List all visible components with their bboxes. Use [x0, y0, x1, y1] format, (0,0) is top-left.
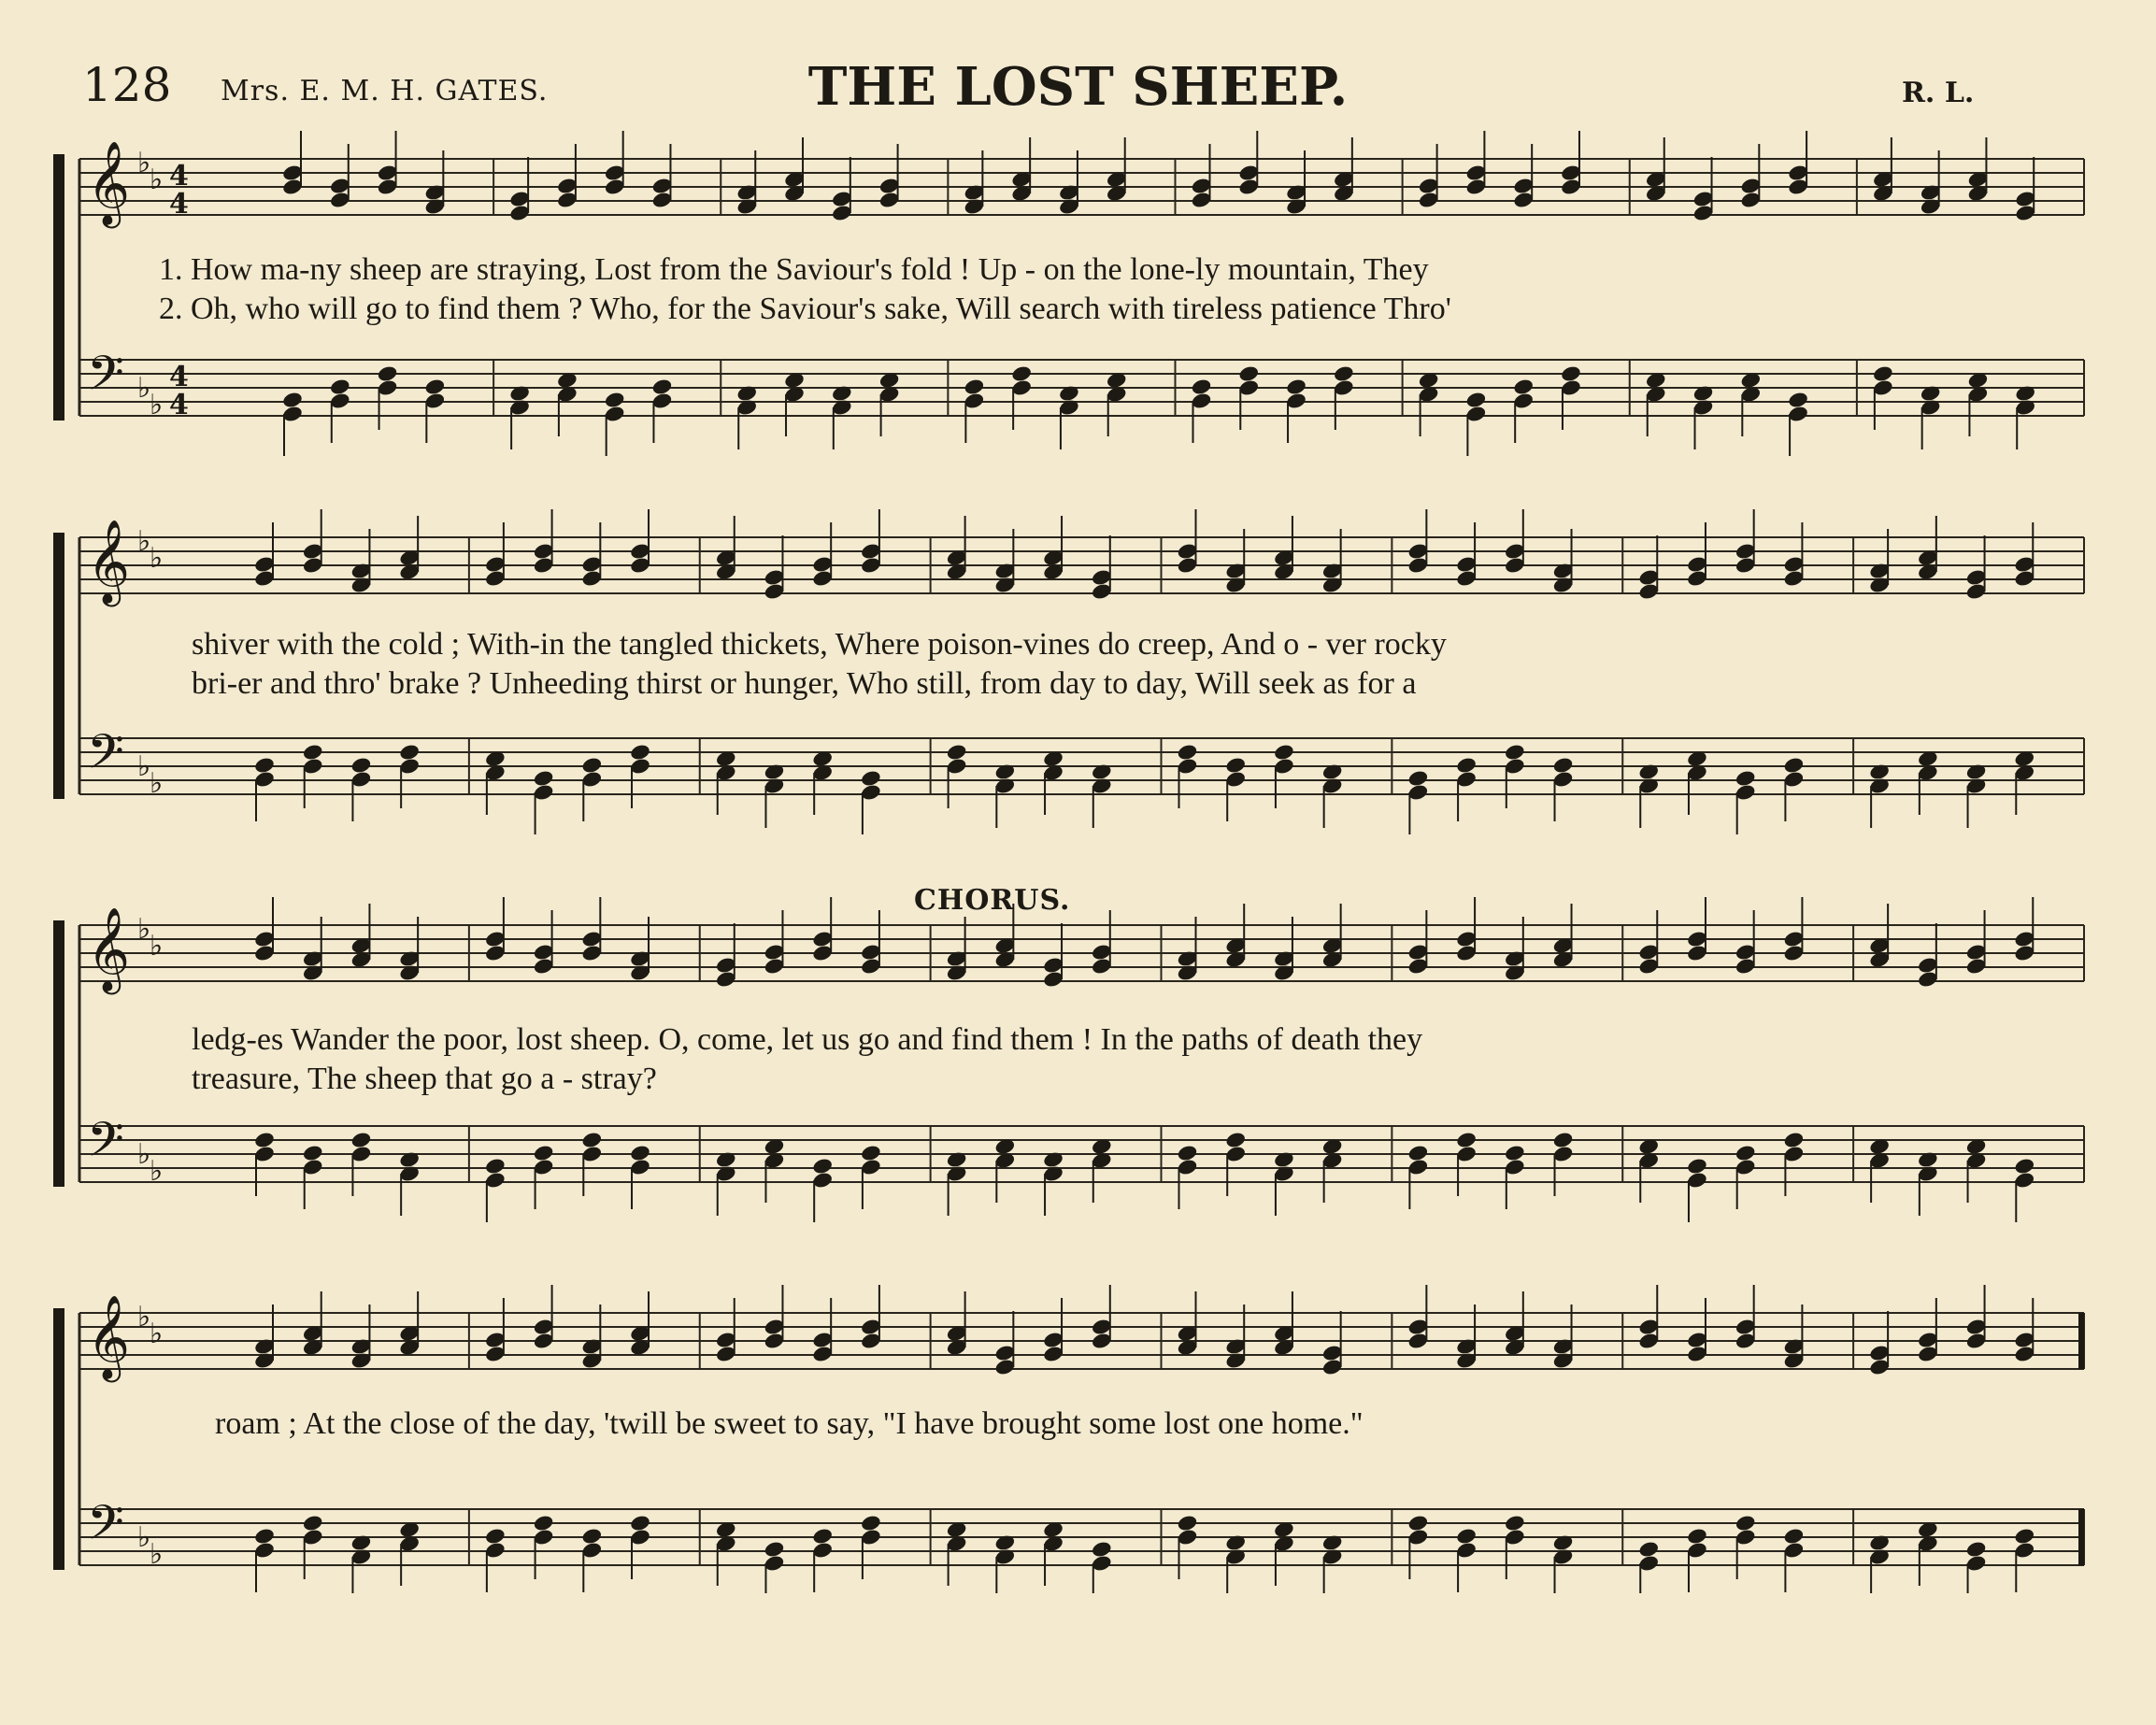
music-system-2 [51, 509, 2098, 836]
note-head [1504, 1144, 1526, 1162]
bass-clef-icon: 𝄢 [87, 345, 124, 413]
system-bracket [53, 154, 64, 421]
note-head [1455, 1131, 1478, 1149]
note-head [302, 1144, 324, 1162]
note-head [1273, 743, 1295, 762]
note-head [811, 1527, 834, 1546]
note-head [1191, 378, 1213, 396]
note-head [604, 391, 626, 409]
note-head [1512, 378, 1535, 396]
note-head [329, 378, 351, 396]
note-head [1455, 756, 1478, 775]
note-head [1686, 1157, 1708, 1176]
note-head [1560, 364, 1582, 383]
note-head [1686, 1527, 1708, 1546]
treble-clef-icon: 𝄞 [87, 907, 131, 991]
note-head [581, 1527, 604, 1546]
flat-icon: ♭ [150, 542, 164, 575]
note-head [350, 756, 373, 775]
note-head [651, 378, 674, 396]
bass-clef-icon: 𝄢 [87, 723, 124, 791]
flat-icon: ♭ [150, 1538, 164, 1571]
note-head [484, 1527, 507, 1546]
note-head [350, 1131, 373, 1149]
note-head [1177, 743, 1199, 762]
note-head [2013, 1527, 2035, 1546]
note-head [860, 1144, 882, 1162]
flat-icon: ♭ [150, 930, 164, 962]
note-head [1735, 769, 1757, 788]
note-head [253, 756, 276, 775]
treble-clef-icon: 𝄞 [87, 520, 131, 604]
note-head [1552, 1131, 1575, 1149]
system-bracket [53, 1308, 64, 1570]
note-head [964, 378, 986, 396]
flat-icon: ♭ [150, 1155, 164, 1188]
note-head [1552, 756, 1575, 775]
note-head [1735, 1514, 1757, 1533]
note-head [281, 391, 304, 409]
note-head [1407, 769, 1430, 788]
note-head [1504, 743, 1526, 762]
note-head [1965, 1540, 1988, 1559]
time-signature: 4 [169, 389, 189, 421]
arranger-credit: R. L. [1902, 77, 1975, 109]
note-head [533, 1144, 555, 1162]
time-signature: 4 [169, 188, 189, 221]
note-head [1285, 378, 1307, 396]
music-system-3 [51, 897, 2098, 1224]
note-head [1177, 1144, 1199, 1162]
flat-icon: ♭ [137, 750, 151, 783]
note-head [1783, 1131, 1806, 1149]
note-head [1504, 1514, 1526, 1533]
note-head [1735, 1144, 1757, 1162]
treble-clef-icon: 𝄞 [87, 141, 131, 225]
note-head [302, 1514, 324, 1533]
hymn-title: THE LOST SHEEP. [807, 56, 1349, 118]
note-head [253, 1527, 276, 1546]
note-head [629, 1514, 651, 1533]
note-head [533, 1514, 555, 1533]
treble-clef-icon: 𝄞 [87, 1295, 131, 1379]
composer-credit: Mrs. E. M. H. GATES. [221, 75, 549, 107]
bass-clef-icon: 𝄢 [87, 1494, 124, 1562]
note-head [1455, 1527, 1478, 1546]
system-bracket [53, 533, 64, 799]
note-head [1407, 1144, 1430, 1162]
note-head [1010, 364, 1033, 383]
note-head [377, 364, 399, 383]
note-head [1783, 1527, 1806, 1546]
note-head [533, 769, 555, 788]
note-head [1783, 756, 1806, 775]
final-bar-line [2078, 1509, 2084, 1565]
note-head [1237, 364, 1260, 383]
chorus-label: CHORUS. [914, 884, 1071, 917]
flat-icon: ♭ [150, 389, 164, 421]
note-head [860, 769, 882, 788]
lyric-line-verse-2: 2. Oh, who will go to find them ? Who, for the Saviour's sake, Will search with tireless patience Thro' [159, 292, 1451, 326]
note-head [1091, 1540, 1113, 1559]
flat-icon: ♭ [137, 525, 151, 558]
lyric-line-verse-1: roam ; At the close of the day, 'twill be sweet to say, "I have brought some lost one home." [215, 1406, 1364, 1441]
lyric-line-verse-2: bri-er and thro' brake ? Unheeding thirst or hunger, Who still, from day to day, Will seek as for a [192, 666, 1417, 701]
note-head [581, 1131, 604, 1149]
note-head [581, 756, 604, 775]
note-head [1407, 1514, 1430, 1533]
lyric-line-verse-2: treasure, The sheep that go a - stray? [192, 1062, 657, 1096]
flat-icon: ♭ [137, 1138, 151, 1171]
note-head [253, 1131, 276, 1149]
page-number: 128 [82, 58, 172, 112]
note-head [484, 1157, 507, 1176]
flat-icon: ♭ [137, 147, 151, 179]
final-bar-line [2078, 1313, 2084, 1369]
flat-icon: ♭ [137, 372, 151, 405]
music-system-4 [51, 1285, 2098, 1593]
flat-icon: ♭ [150, 1318, 164, 1350]
note-head [302, 743, 324, 762]
flat-icon: ♭ [150, 164, 164, 196]
flat-icon: ♭ [137, 1521, 151, 1554]
note-head [398, 743, 421, 762]
lyric-line-verse-1: 1. How ma-ny sheep are straying, Lost from the Saviour's fold ! Up - on the lone-ly mountain, They [159, 252, 1429, 287]
note-head [1224, 1131, 1247, 1149]
note-head [1177, 1514, 1199, 1533]
flat-icon: ♭ [137, 913, 151, 946]
flat-icon: ♭ [150, 767, 164, 800]
note-head [764, 1540, 786, 1559]
note-head [860, 1514, 882, 1533]
note-head [946, 743, 968, 762]
note-head [811, 1157, 834, 1176]
lyric-line-verse-1: ledg-es Wander the poor, lost sheep. O, come, let us go and find them ! In the paths of death they [192, 1022, 1423, 1057]
lyric-line-verse-1: shiver with the cold ; With-in the tangled thickets, Where poison-vines do creep, And o - ver rocky [192, 627, 1447, 662]
time-signature: 4 [169, 160, 189, 192]
music-system-1 [51, 131, 2098, 458]
note-head [1224, 756, 1247, 775]
note-head [1787, 391, 1809, 409]
note-head [1637, 1540, 1660, 1559]
time-signature: 4 [169, 361, 189, 393]
note-head [1872, 364, 1894, 383]
note-head [629, 1144, 651, 1162]
note-head [1465, 391, 1488, 409]
bass-clef-icon: 𝄢 [87, 1111, 124, 1179]
note-head [1333, 364, 1355, 383]
system-bracket [53, 920, 64, 1187]
flat-icon: ♭ [137, 1301, 151, 1333]
note-head [424, 378, 447, 396]
note-head [629, 743, 651, 762]
note-head [2013, 1157, 2035, 1176]
